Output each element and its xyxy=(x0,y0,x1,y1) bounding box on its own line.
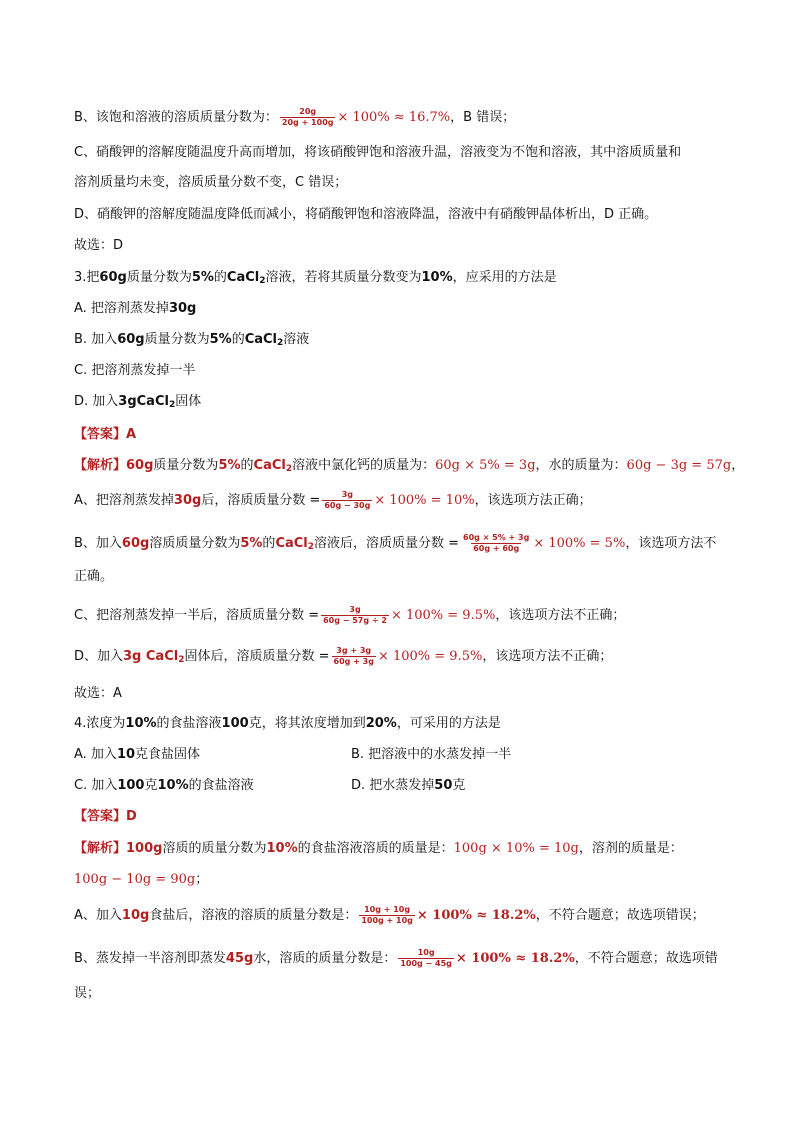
text: A. 把溶剂蒸发掉 xyxy=(74,301,169,316)
text: 溶质的质量分数为 xyxy=(162,841,267,856)
fraction xyxy=(359,905,415,926)
fraction-numerator: 3g xyxy=(349,605,361,614)
q4-analysis-b-line2: 误； xyxy=(74,986,101,1001)
text: A. 加入 xyxy=(74,747,117,762)
text: 的 xyxy=(262,536,276,551)
text: 60g xyxy=(126,458,154,473)
q3-answer: 【答案】A xyxy=(74,427,137,442)
fraction xyxy=(398,948,454,969)
text: 4.浓度为 xyxy=(74,716,126,731)
text: 30g xyxy=(173,493,202,508)
text: 100g xyxy=(126,841,163,856)
text: B. 加入 xyxy=(74,332,118,347)
fraction-numerator: 3g xyxy=(341,490,353,499)
text: 固体 xyxy=(175,394,202,409)
fraction xyxy=(280,107,336,128)
math-expression: 60g − 3g = 57g xyxy=(626,458,732,473)
text: 10% xyxy=(125,716,157,731)
text: 5% xyxy=(191,270,214,285)
q3-explanation xyxy=(74,456,744,479)
text: ，水的质量为： xyxy=(535,458,627,473)
fraction-numerator: 10g + 10g xyxy=(364,905,411,914)
q4-analysis-b xyxy=(74,948,718,969)
q3-analysis-c xyxy=(74,605,625,626)
fraction xyxy=(321,605,389,626)
text: 45g xyxy=(225,951,254,966)
math-expression: × 100% = 5% xyxy=(533,536,626,551)
text: 100 xyxy=(117,778,145,793)
text: 50 xyxy=(434,778,453,793)
math-expression: 100g − 10g = 90g xyxy=(74,872,196,887)
math-expression: 100g × 10% = 10g xyxy=(453,841,579,856)
text: 水，溶质的质量分数是： xyxy=(253,951,397,966)
q2-option-b-analysis xyxy=(74,107,515,128)
q4-analysis-a xyxy=(74,905,705,926)
q4-explanation-line2 xyxy=(74,870,208,890)
text: 溶液，若将其质量分数变为 xyxy=(265,270,422,285)
text: CaCl xyxy=(244,332,278,347)
fraction-denominator: 20g + 100g xyxy=(281,118,334,127)
q2-final-choice: 故选：D xyxy=(74,238,124,253)
text: 5% xyxy=(209,332,232,347)
q4-option-c xyxy=(74,776,254,796)
q2-option-c-analysis-line2: 溶剂质量均未变，溶质质量分数不变，C 错误； xyxy=(74,175,348,190)
text: 固体后，溶质质量分数 = xyxy=(184,649,330,664)
subscript: 2 xyxy=(285,464,293,474)
q4-option-a xyxy=(74,745,200,765)
text: 溶液中氯化钙的质量为： xyxy=(292,458,436,473)
text: 克，将其浓度增加到 xyxy=(248,716,366,731)
fraction-denominator: 60g − 30g xyxy=(324,501,371,510)
text: ， xyxy=(731,458,745,473)
q3-final-choice: 故选：A xyxy=(74,686,122,701)
text: CaCl xyxy=(253,458,286,473)
subscript: 2 xyxy=(259,276,266,286)
q3-analysis-b xyxy=(74,533,716,557)
q4-option-d xyxy=(351,776,465,796)
subscript: 2 xyxy=(178,655,185,665)
text: 的 xyxy=(213,270,227,285)
text: ，不符合题意；故选项错 xyxy=(574,951,718,966)
text: 后，溶质质量分数 = xyxy=(201,493,321,508)
text: ； xyxy=(195,872,209,887)
text: 10% xyxy=(421,270,453,285)
text: ，B 错误； xyxy=(450,110,516,125)
text: B、该饱和溶液的溶质质量分数为： xyxy=(74,110,278,125)
text: 的食盐溶液 xyxy=(156,716,222,731)
q4-explanation xyxy=(74,839,683,859)
q3-analysis-d xyxy=(74,646,612,670)
fraction-numerator: 10g xyxy=(417,948,435,957)
text: 质量分数为 xyxy=(153,458,219,473)
q3-stem xyxy=(74,268,557,291)
subscript: 2 xyxy=(277,338,284,348)
text: CaCl xyxy=(226,270,260,285)
text: 30g xyxy=(168,301,197,316)
explanation-tag: 【解析】 xyxy=(74,841,127,856)
fraction-denominator: 100g − 45g xyxy=(400,959,452,968)
q3-option-c: C. 把溶剂蒸发掉一半 xyxy=(74,363,196,378)
explanation-tag: 【解析】 xyxy=(74,458,127,473)
text: CaCl xyxy=(275,536,308,551)
math-expression: 60g × 5% = 3g xyxy=(435,458,536,473)
text: 溶质质量分数为 xyxy=(149,536,241,551)
text: 10% xyxy=(157,778,189,793)
text: ，该选项方法不正确； xyxy=(482,649,613,664)
text: B、加入 xyxy=(74,536,122,551)
text: ，可采用的方法是 xyxy=(396,716,501,731)
text: ，该选项方法不正确； xyxy=(495,608,626,623)
math-expression: × 100% = 9.5% xyxy=(377,649,483,664)
text: B、蒸发掉一半溶剂即蒸发 xyxy=(74,951,226,966)
text: 食盐后，溶液的溶质的质量分数是： xyxy=(149,908,358,923)
text: 克食盐固体 xyxy=(135,747,201,762)
text: C. 加入 xyxy=(74,778,118,793)
text: ，该选项方法不 xyxy=(625,536,717,551)
text: 质量分数为 xyxy=(126,270,192,285)
text: 的 xyxy=(240,458,254,473)
text: D. 把水蒸发掉 xyxy=(351,778,435,793)
fraction-numerator: 60g × 5% + 3g xyxy=(463,533,530,542)
q2-option-d-analysis: D、硝酸钾的溶解度随温度降低而减小，将硝酸钾饱和溶液降温，溶液中有硝酸钾晶体析出，D 正确。 xyxy=(74,207,658,222)
text: 3gCaCl xyxy=(118,394,169,409)
text: 溶液后，溶质质量分数 = xyxy=(314,536,460,551)
text: ，溶剂的质量是： xyxy=(578,841,683,856)
fraction xyxy=(332,646,376,667)
text: 10% xyxy=(266,841,298,856)
fraction xyxy=(322,490,372,511)
math-expression: × 100% ≈ 18.2% xyxy=(416,908,536,923)
subscript: 2 xyxy=(307,542,315,552)
text: 100 xyxy=(221,716,249,731)
text: D、加入 xyxy=(74,649,124,664)
fraction-numerator: 3g + 3g xyxy=(336,646,372,655)
text: 5% xyxy=(218,458,241,473)
fraction-denominator: 60g + 3g xyxy=(333,657,374,666)
text: A、加入 xyxy=(74,908,122,923)
q3-option-d xyxy=(74,392,201,415)
q2-option-c-analysis-line1: C、硝酸钾的溶解度随温度升高而增加，将该硝酸钾饱和溶液升温，溶液变为不饱和溶液，其中溶质质量和 xyxy=(74,145,682,160)
text: 的 xyxy=(231,332,245,347)
text: 的食盐溶液 xyxy=(188,778,254,793)
text: C、把溶剂蒸发掉一半后，溶质质量分数 = xyxy=(74,608,320,623)
text: 质量分数为 xyxy=(144,332,210,347)
text: 20% xyxy=(365,716,397,731)
math-expression: × 100% = 9.5% xyxy=(390,608,496,623)
q4-stem xyxy=(74,714,501,734)
text: 10 xyxy=(116,747,136,762)
text: 溶液 xyxy=(283,332,310,347)
text: A、把溶剂蒸发掉 xyxy=(74,493,174,508)
text: 60g xyxy=(121,536,150,551)
q3-analysis-b-line2: 正确。 xyxy=(74,569,114,584)
text: 克 xyxy=(452,778,466,793)
fraction-denominator: 100g + 10g xyxy=(361,916,413,925)
text: 克 xyxy=(144,778,158,793)
text: ，该选项方法正确； xyxy=(474,493,592,508)
text: D. 加入 xyxy=(74,394,119,409)
text: 10g xyxy=(121,908,150,923)
text: 3.把 xyxy=(74,270,100,285)
q3-option-b xyxy=(74,330,309,353)
text: ，应采用的方法是 xyxy=(452,270,557,285)
math-expression: × 100% ≈ 16.7% xyxy=(337,110,451,125)
fraction-denominator: 60g − 57g ÷ 2 xyxy=(323,616,387,625)
math-expression: × 100% = 10% xyxy=(374,493,475,508)
fraction xyxy=(461,533,531,554)
text: ，不符合题意；故选项错误； xyxy=(535,908,705,923)
q4-option-b: B. 把溶液中的水蒸发掉一半 xyxy=(351,747,512,762)
q4-answer: 【答案】D xyxy=(74,809,137,824)
text: 5% xyxy=(240,536,263,551)
subscript: 2 xyxy=(168,400,176,410)
fraction-numerator: 20g xyxy=(299,107,317,116)
text: 的食盐溶液溶质的质量是： xyxy=(297,841,454,856)
text: 3g CaCl xyxy=(123,649,179,664)
q3-analysis-a xyxy=(74,490,592,511)
fraction-denominator: 60g + 60g xyxy=(473,544,520,553)
q3-option-a xyxy=(74,299,196,319)
math-expression: × 100% ≈ 18.2% xyxy=(455,951,575,966)
text: 60g xyxy=(117,332,145,347)
text: 60g xyxy=(99,270,127,285)
